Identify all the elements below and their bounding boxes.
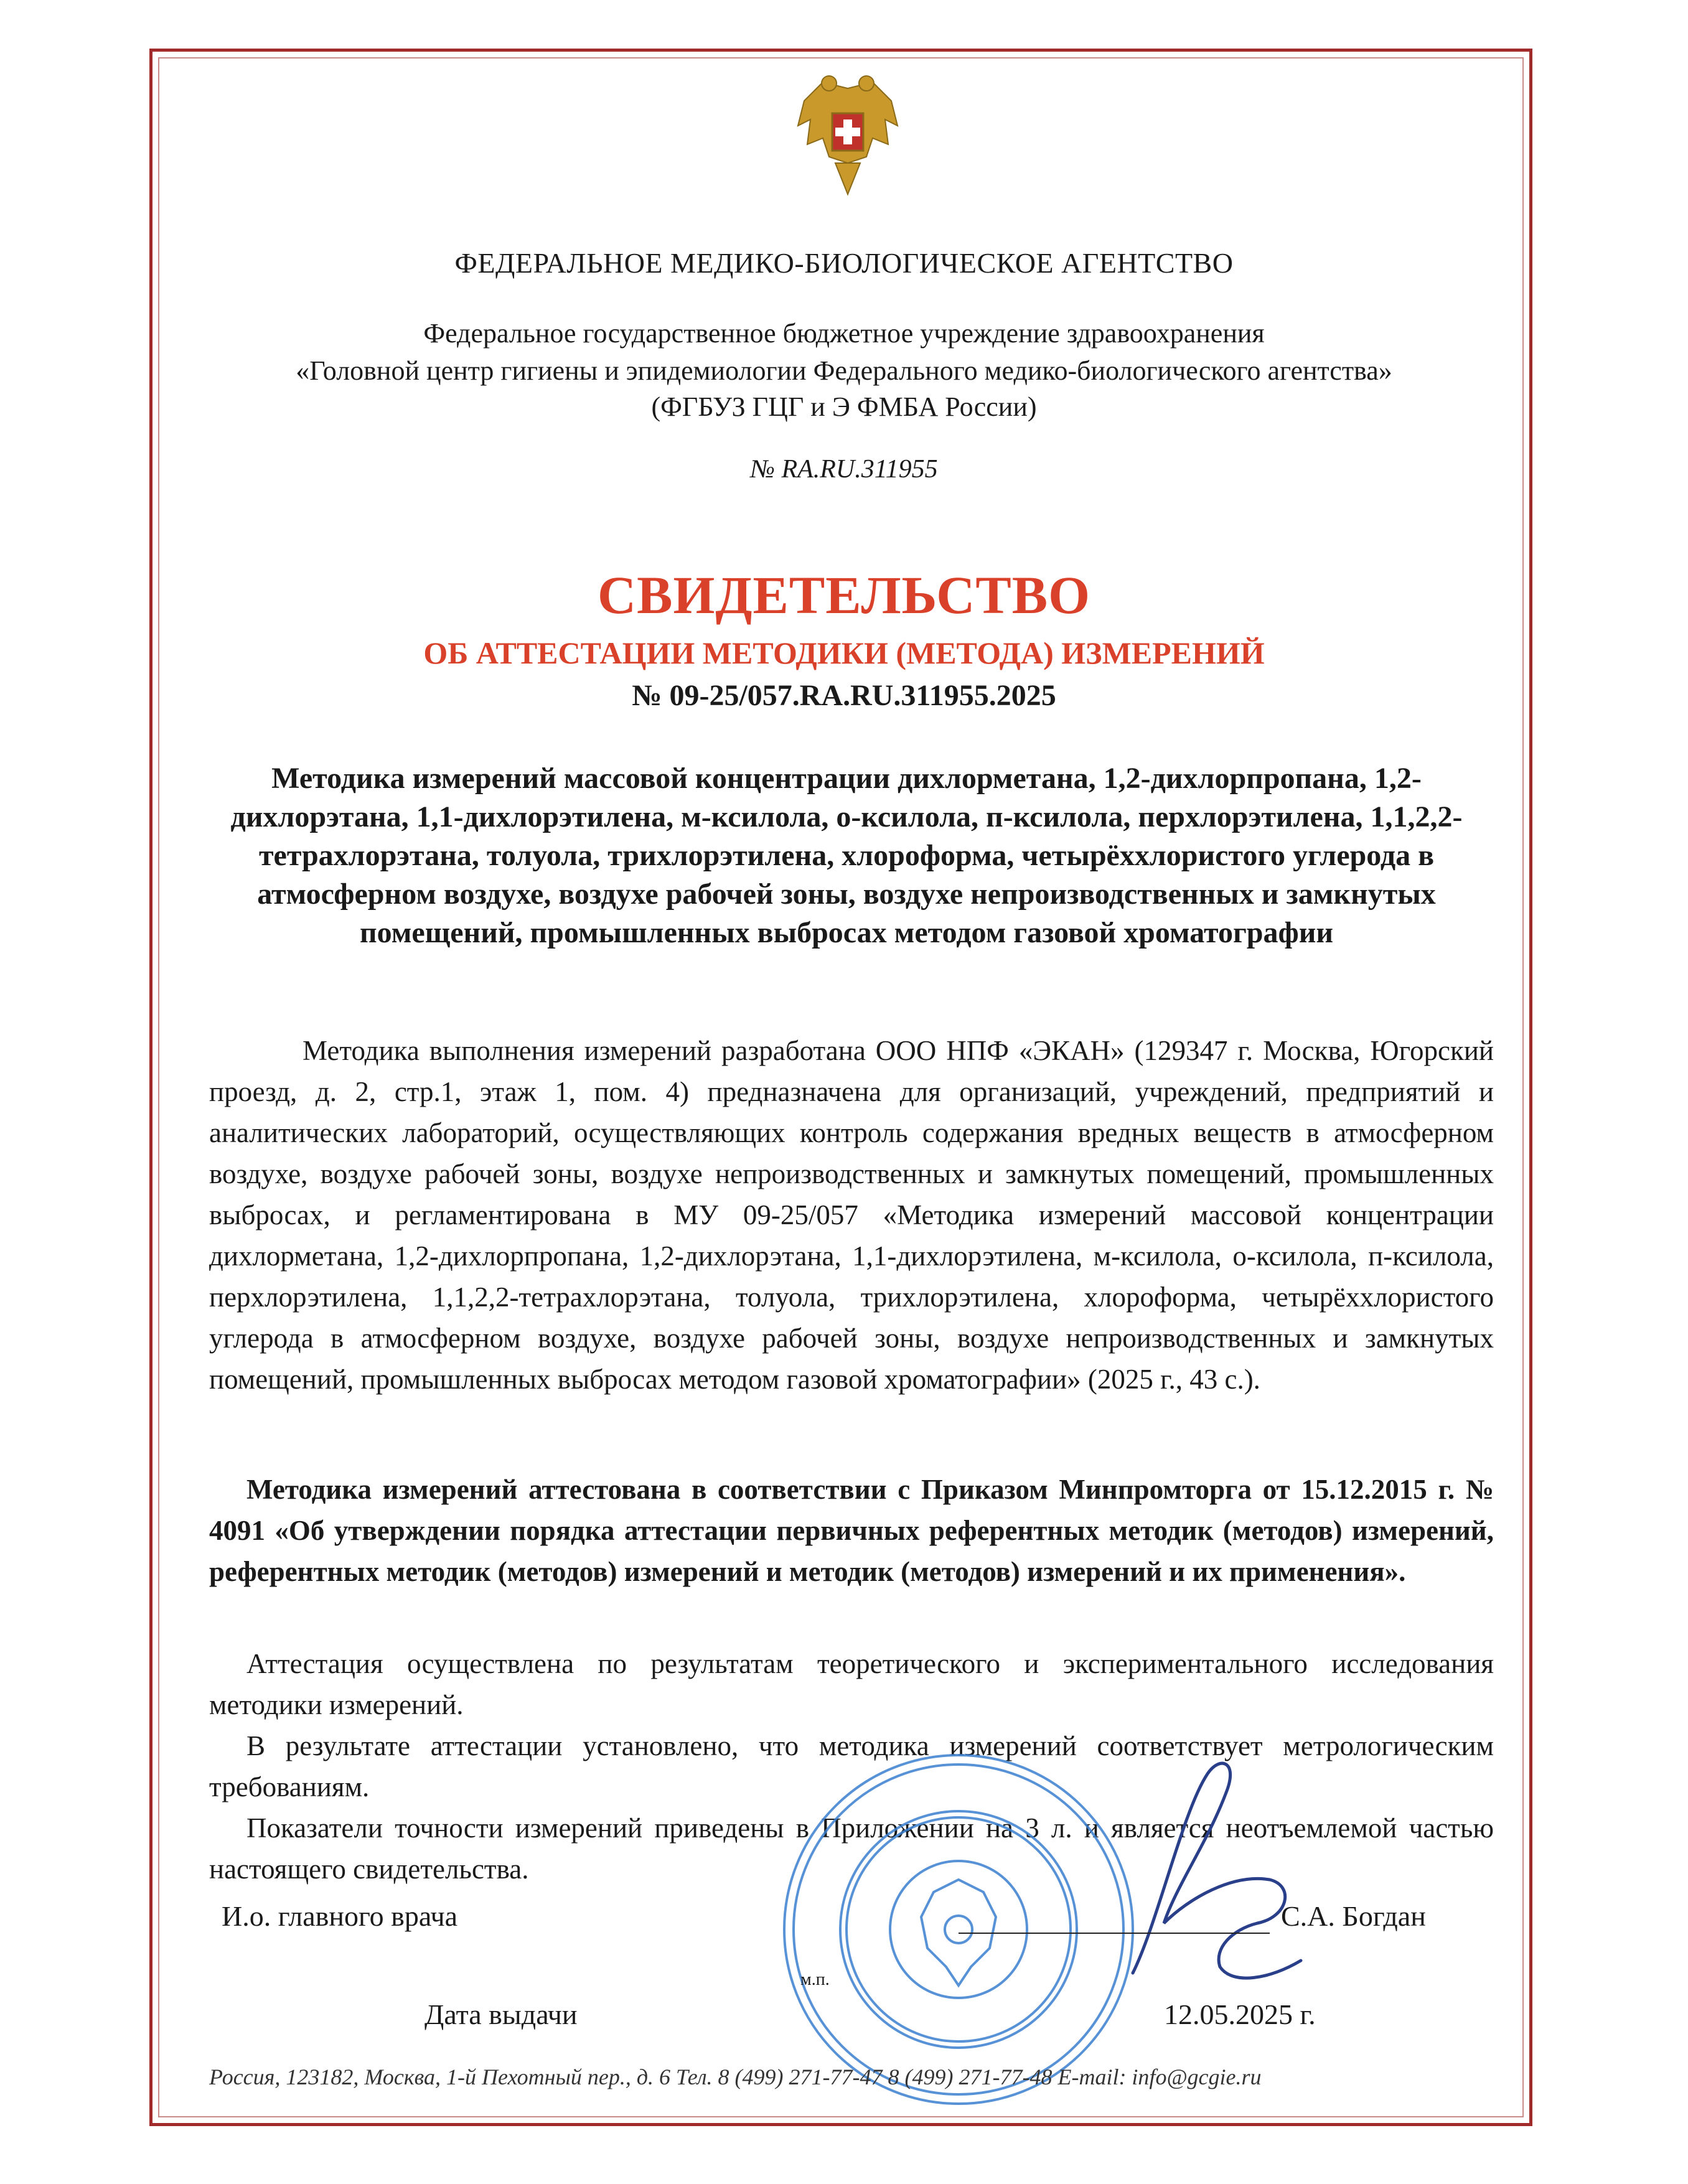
certificate-title: СВИДЕТЕЛЬСТВО [598,565,1090,625]
signer-name: С.А. Богдан [1281,1900,1426,1932]
stamp-icon [772,1743,1145,2116]
method-title: Методика измерений массовой концентрации дихлорметана, 1,2-дихлорпропана, 1,2-дихлорэтана, 1,1-дихлорэтилена, м-ксилола, о-ксилола, п-ксилола, перхлорэтилена, 1,1,2,2-тетрахлорэтана, толуола, трихлорэтилена, хлороформа, четырёххлористого углерода в атмосферном воздухе, воздухе рабочей зоны, воздухе непроизводственных и замкнутых помещений, промышленных выбросах методом газовой хроматографии [230,762,1463,949]
body-paragraph-2: Методика измерений аттестована в соответствии с Приказом Минпромторга от 15.12.2015 г. № 4091 «Об утверждении порядка аттестации первичных референтных методик (методов) измерений, референтных методик (методов) измерений и методик (методов) измерений и их применения». [209,1474,1494,1587]
institution-line-3: (ФГБУЗ ГЦГ и Э ФМБА России) [651,391,1037,422]
emblem-icon [785,70,910,207]
signature-line [959,1933,1270,1934]
signer-position: И.о. главного врача [222,1900,458,1932]
certificate-subtitle: ОБ АТТЕСТАЦИИ МЕТОДИКИ (МЕТОДА) ИЗМЕРЕНИЙ [423,635,1265,670]
seal-place-label: м.п. [800,1970,830,1989]
certificate-number: № 09-25/057.RA.RU.311955.2025 [632,679,1056,712]
institution-line-2: «Головной центр гигиены и эпидемиологии Федерального медико-биологического агентства» [296,355,1392,386]
institution-line-1: Федеральное государственное бюджетное учреждение здравоохранения [423,318,1265,349]
issue-date: 12.05.2025 г. [1164,1999,1316,2030]
issue-date-label: Дата выдачи [424,1999,578,2030]
body-paragraph-4: В результате аттестации установлено, что методика измерений соответствует метрологическим требованиям. [209,1730,1494,1802]
body-paragraph-5: Показатели точности измерений приведены в Приложении на 3 л. и является неотъемлемой частью настоящего свидетельства. [209,1812,1494,1885]
signature-icon [1108,1736,1313,1998]
body-paragraph-1: Методика выполнения измерений разработана ООО НПФ «ЭКАН» (129347 г. Москва, Югорский проезд, д. 2, стр.1, этаж 1, пом. 4) предназначена для организаций, учреждений, предприятий и аналитических лабораторий, осуществляющих контроль содержания вредных веществ в атмосферном воздухе, воздухе рабочей зоны, воздухе непроизводственных и замкнутых помещений, промышленных выбросах, и регламентирована в МУ 09-25/057 «Методика измерений массовой концентрации дихлорметана, 1,2-дихлорпропана, 1,2-дихлорэтана, 1,1-дихлорэтилена, м-ксилола, о-ксилола, п-ксилола, перхлорэтилена, 1,1,2,2-тетрахлорэтана, толуола, трихлорэтилена, хлороформа, четырёххлористого углерода в атмосферном воздухе, воздухе рабочей зоны, воздухе непроизводственных и замкнутых помещений, промышленных выбросах методом газовой хроматографии» (2025 г., 43 с.). [209,1035,1494,1395]
body-paragraph-3: Аттестация осуществлена по результатам теоретического и экспериментального исследования методики измерений. [209,1648,1494,1720]
registration-number: № RA.RU.311955 [750,455,938,484]
agency-name: ФЕДЕРАЛЬНОЕ МЕДИКО-БИОЛОГИЧЕСКОЕ АГЕНТСТВО [454,247,1234,279]
footer-contacts: Россия, 123182, Москва, 1-й Пехотный пер., д. 6 Тел. 8 (499) 271-77-47 8 (499) 271-77-48 E-mail: info@gcgie.ru [209,2064,1262,2089]
